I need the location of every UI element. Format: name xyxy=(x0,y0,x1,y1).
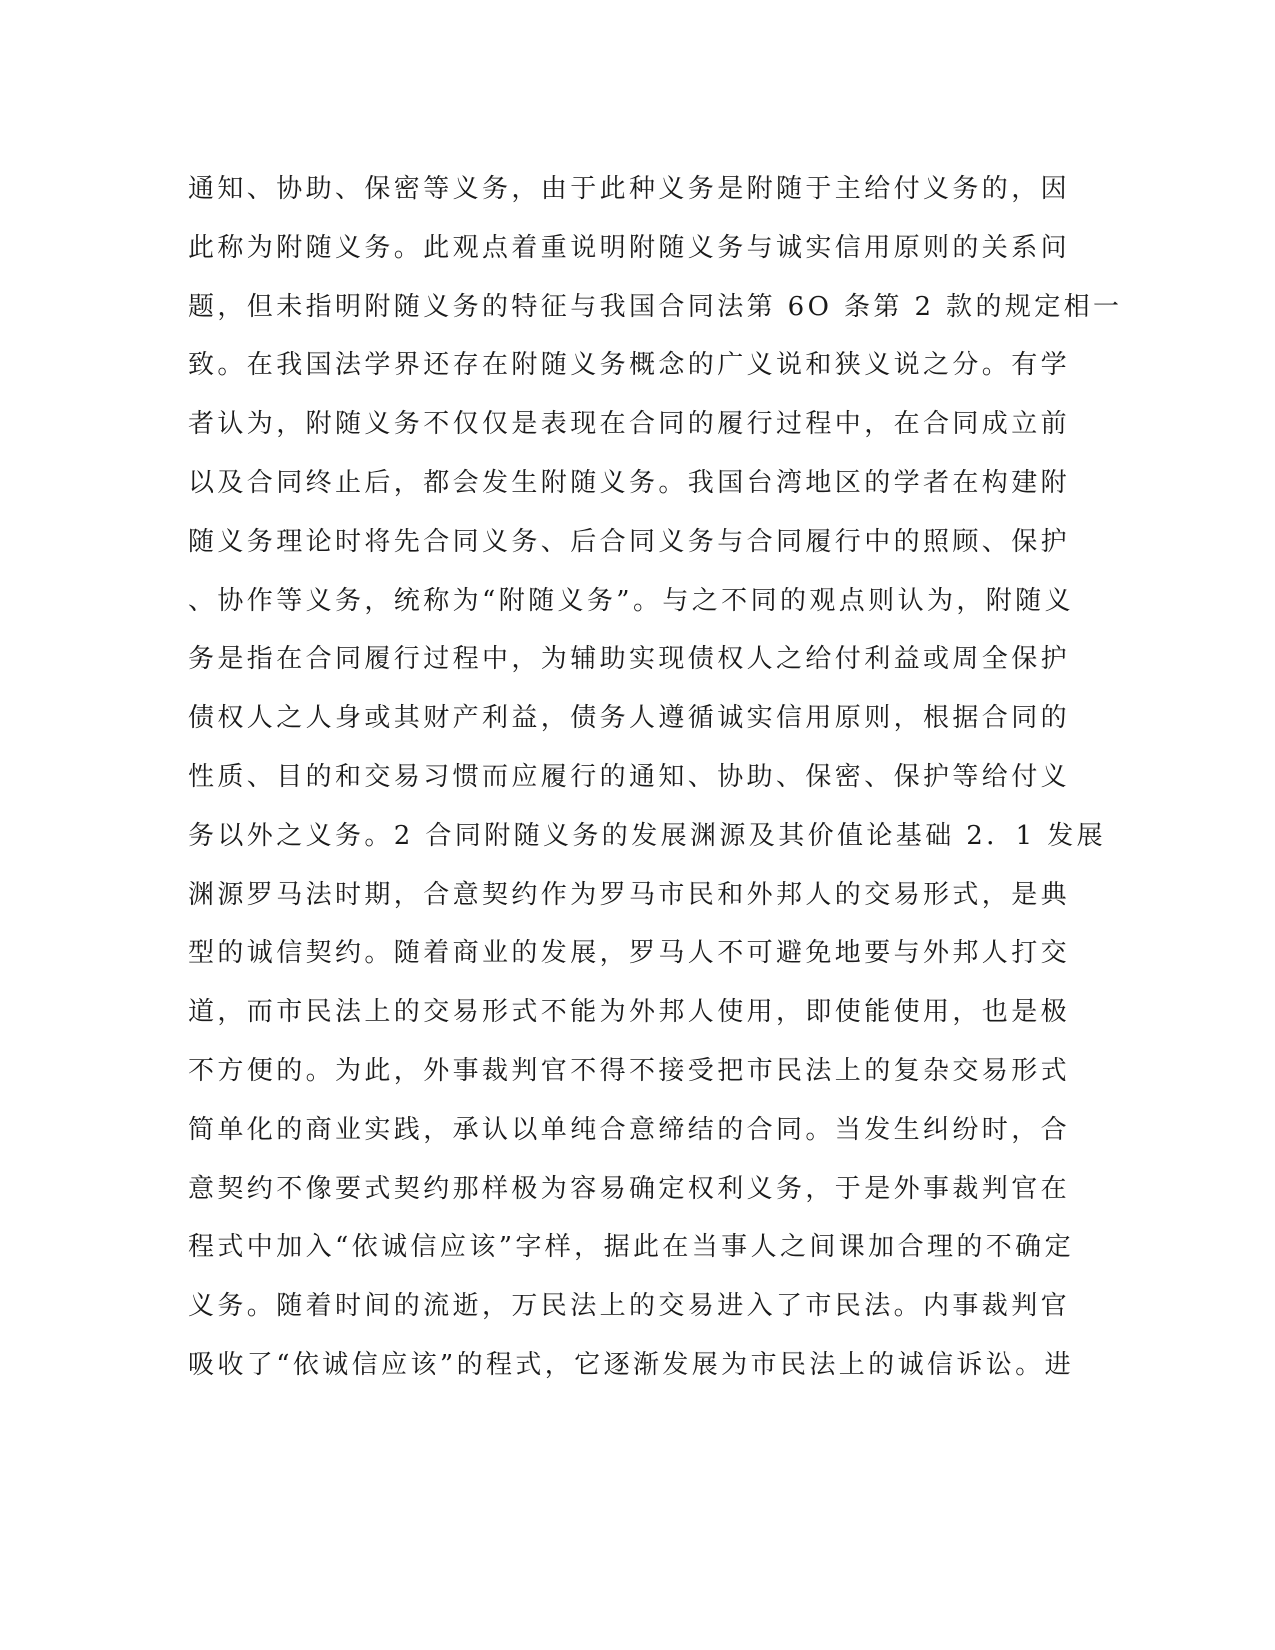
text-line: 吸收了“依诚信应该”的程式，它逐渐发展为市民法上的诚信诉讼。进 xyxy=(188,1349,1074,1380)
text-line: 以及合同终止后，都会发生附随义务。我国台湾地区的学者在构建附 xyxy=(188,467,1071,498)
text-line: 务是指在合同履行过程中，为辅助实现债权人之给付利益或周全保护 xyxy=(188,644,1071,675)
text-line: 不方便的。为此，外事裁判官不得不接受把市民法上的复杂交易形式 xyxy=(188,1055,1071,1086)
text-line: 性质、目的和交易习惯而应履行的通知、协助、保密、保护等给付义 xyxy=(188,761,1071,792)
text-line: 渊源罗马法时期，合意契约作为罗马市民和外邦人的交易形式，是典 xyxy=(188,879,1071,910)
text-line: 义务。随着时间的流逝，万民法上的交易进入了市民法。内事裁判官 xyxy=(188,1291,1071,1322)
text-line: 题，但未指明附随义务的特征与我国合同法第 6O 条第 2 款的规定相一 xyxy=(188,291,1123,322)
text-line: 此称为附随义务。此观点着重说明附随义务与诚实信用原则的关系问 xyxy=(188,232,1071,263)
text-line: 通知、协助、保密等义务，由于此种义务是附随于主给付义务的，因 xyxy=(188,174,1071,204)
text-line: 简单化的商业实践，承认以单纯合意缔结的合同。当发生纠纷时，合 xyxy=(188,1114,1071,1145)
text-line: 道，而市民法上的交易形式不能为外邦人使用，即使能使用，也是极 xyxy=(188,997,1071,1028)
text-line: 务以外之义务。2 合同附随义务的发展渊源及其价值论基础 2．1 发展 xyxy=(188,820,1107,851)
text-line: 债权人之人身或其财产利益，债务人遵循诚实信用原则，根据合同的 xyxy=(188,703,1071,734)
text-line: 意契约不像要式契约那样极为容易确定权利义务，于是外事裁判官在 xyxy=(188,1173,1071,1204)
text-line: 者认为，附随义务不仅仅是表现在合同的履行过程中，在合同成立前 xyxy=(188,409,1071,440)
text-line: 随义务理论时将先合同义务、后合同义务与合同履行中的照顾、保护 xyxy=(188,526,1071,557)
body-text xyxy=(188,160,1123,1395)
text-line: 型的诚信契约。随着商业的发展，罗马人不可避免地要与外邦人打交 xyxy=(188,938,1071,969)
text-line: 程式中加入“依诚信应该”字样，据此在当事人之间课加合理的不确定 xyxy=(188,1232,1074,1263)
text-line: 致。在我国法学界还存在附随义务概念的广义说和狭义说之分。有学 xyxy=(188,350,1071,381)
text-line: 、协作等义务，统称为“附随义务”。与之不同的观点则认为，附随义 xyxy=(188,585,1074,616)
